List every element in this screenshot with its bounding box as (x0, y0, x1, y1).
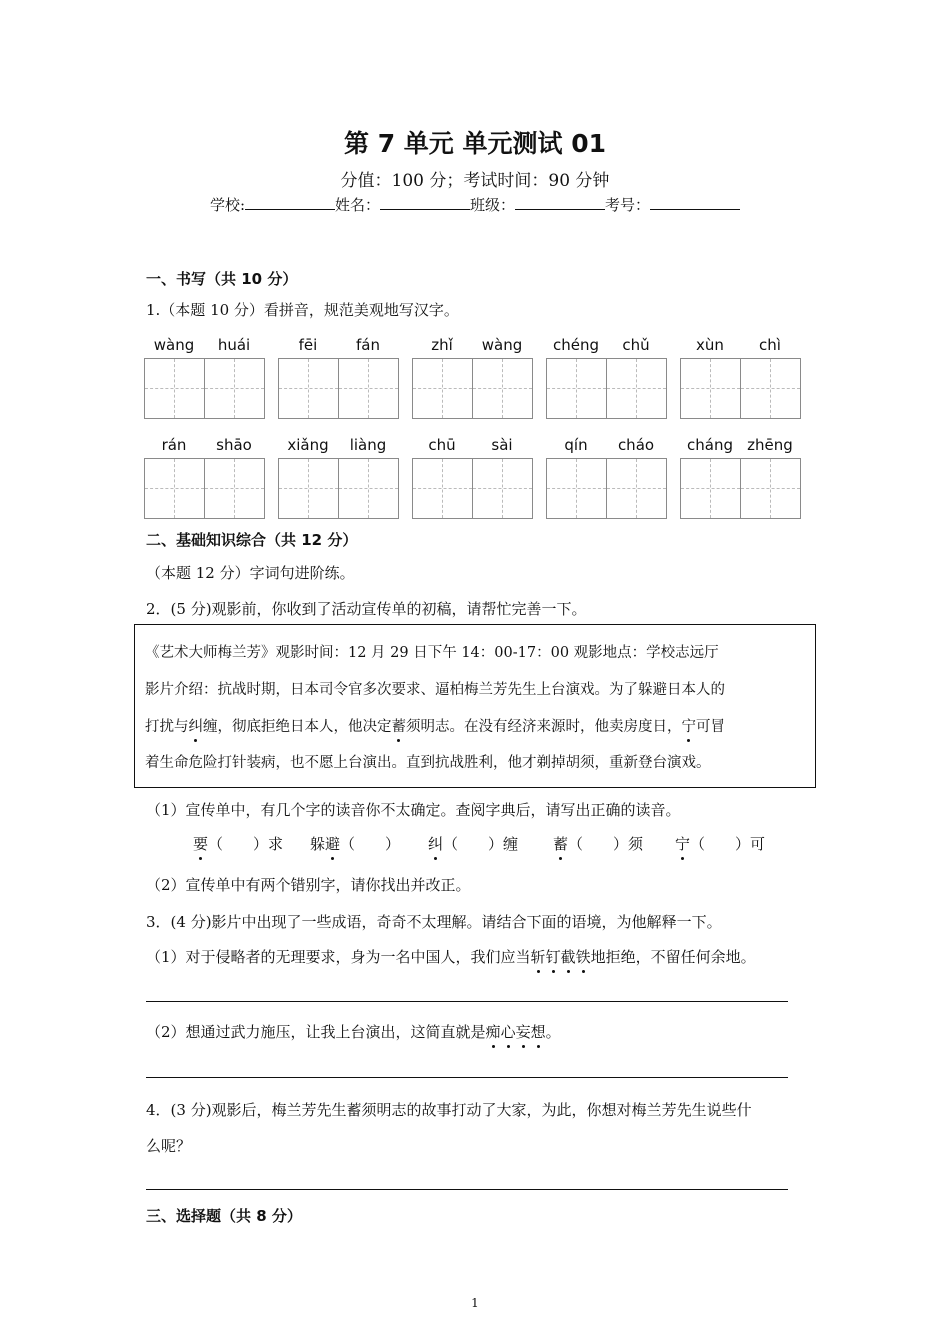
writing-cell[interactable] (607, 359, 666, 418)
pinyin-label: wàng (481, 336, 523, 354)
flyer-line-4: 着生命危险打针装病，也不愿上台演出。直到抗战胜利，他才剃掉胡须，重新登台演戏。 (145, 755, 711, 771)
writing-cell[interactable] (681, 459, 741, 518)
pronunciation-item[interactable]: 纠（ ）缠 (428, 835, 519, 853)
dotted-char: 斩 (530, 948, 546, 966)
pinyin-label: wàng (153, 336, 195, 354)
page-number: 1 (471, 1296, 479, 1310)
dotted-char: 截 (560, 948, 576, 966)
pinyin-label: chǔ (622, 336, 650, 354)
writing-cell[interactable] (145, 459, 205, 518)
pinyin-label: chū (428, 436, 456, 454)
pinyin-label: chì (759, 336, 781, 354)
class-blank[interactable] (515, 195, 605, 210)
section-heading-writing: 一、书写（共 10 分） (146, 270, 298, 288)
writing-cell[interactable] (413, 359, 473, 418)
dotted-char: 妄 (515, 1023, 531, 1041)
school-label: 学校: (209, 196, 245, 214)
answer-line-3-1[interactable] (146, 1001, 788, 1002)
number-label: 考号： (605, 196, 651, 214)
question-4-line-1: 4．(3 分)观影后，梅兰芳先生蓄须明志的故事打动了大家，为此，你想对梅兰芳先生说些什 (146, 1101, 752, 1119)
writing-cell[interactable] (607, 459, 666, 518)
student-info-line (0, 194, 950, 215)
pinyin-label: rán (161, 436, 187, 454)
writing-cell[interactable] (205, 359, 264, 418)
pinyin-label: sài (491, 436, 513, 454)
writing-cell[interactable] (145, 359, 205, 418)
dotted-char: 想 (530, 1023, 546, 1041)
pinyin-label: fán (356, 336, 380, 354)
section2-intro: （本题 12 分）字词句进阶练。 (146, 564, 355, 582)
writing-cell[interactable] (339, 459, 398, 518)
dotted-char: 心 (500, 1023, 516, 1041)
question-3-sub-2: （2）想通过武力施压，让我上台演出，这简直就是痴心妄想。 (146, 1023, 561, 1041)
pinyin-label: xùn (696, 336, 724, 354)
flyer-box (134, 624, 816, 788)
writing-cell[interactable] (473, 459, 532, 518)
writing-cell[interactable] (547, 359, 607, 418)
name-blank[interactable] (380, 195, 470, 210)
dotted-char: 钉 (545, 948, 561, 966)
page-title: 第 7 单元 单元测试 01 (343, 129, 606, 158)
pinyin-label: cháng (687, 436, 733, 454)
question-2-sub-1: （1）宣传单中，有几个字的读音你不太确定。查阅字典后，请写出正确的读音。 (146, 801, 681, 819)
pinyin-label: zhēng (747, 436, 793, 454)
pronunciation-item[interactable]: 蓄（ ）须 (553, 835, 644, 853)
pronunciation-item[interactable]: 躲避（ ） (310, 835, 401, 853)
pronunciation-item[interactable]: 要（ ）求 (193, 835, 284, 853)
dotted-char: 铁 (575, 948, 591, 966)
flyer-line-1: 《艺术大师梅兰芳》观影时间：12 月 29 日下午 14：00-17：00 观影地点：学校志远厅 (145, 645, 719, 661)
pinyin-label: qín (564, 436, 588, 454)
question-3-sub-1: （1）对于侵略者的无理要求，身为一名中国人，我们应当斩钉截铁地拒绝，不留任何余地。 (146, 948, 756, 966)
writing-cell[interactable] (279, 459, 339, 518)
question-4-line-2: 么呢？ (146, 1137, 192, 1155)
writing-cell[interactable] (547, 459, 607, 518)
question-3: 3．(4 分)影片中出现了一些成语，奇奇不太理解。请结合下面的语境，为他解释一下。 (146, 913, 722, 931)
school-blank[interactable] (245, 195, 335, 210)
pinyin-label: huái (217, 336, 251, 354)
writing-cell[interactable] (205, 459, 264, 518)
pinyin-label: chéng (552, 336, 599, 354)
answer-line-3-2[interactable] (146, 1077, 788, 1078)
pinyin-label: cháo (617, 436, 655, 454)
section-heading-basics: 二、基础知识综合（共 12 分） (146, 531, 358, 549)
writing-cell[interactable] (681, 359, 741, 418)
pronunciation-item[interactable]: 宁（ ）可 (675, 835, 766, 853)
flyer-line-2: 影片介绍：抗战时期，日本司令官多次要求、逼柏梅兰芳先生上台演戏。为了躲避日本人的 (145, 682, 725, 698)
writing-cell[interactable] (741, 359, 800, 418)
answer-line-4[interactable] (146, 1189, 788, 1190)
pinyin-label: shāo (216, 436, 252, 454)
question-1: 1.（本题 10 分）看拼音，规范美观地写汉字。 (146, 301, 459, 319)
pinyin-label: xiǎng (287, 436, 329, 454)
pinyin-label: liàng (349, 436, 387, 454)
question-2: 2．(5 分)观影前，你收到了活动宣传单的初稿，请帮忙完善一下。 (146, 600, 587, 618)
pinyin-label: zhǐ (431, 336, 453, 354)
writing-cell[interactable] (473, 359, 532, 418)
dotted-char: 痴 (485, 1023, 501, 1041)
number-blank[interactable] (650, 195, 740, 210)
class-label: 班级： (470, 196, 516, 214)
name-label: 姓名： (335, 196, 381, 214)
section-heading-choice: 三、选择题（共 8 分） (146, 1207, 302, 1225)
writing-cell[interactable] (741, 459, 800, 518)
exam-subtitle: 分值：100 分；考试时间：90 分钟 (340, 171, 610, 191)
flyer-line-3: 打扰与纠缠，彻底拒绝日本人，他决定蓄须明志。在没有经济来源时，他卖房度日，宁可冒 (145, 715, 725, 736)
writing-cell[interactable] (339, 359, 398, 418)
writing-cell[interactable] (279, 359, 339, 418)
question-2-sub-2: （2）宣传单中有两个错别字，请你找出并改正。 (146, 876, 471, 894)
writing-cell[interactable] (413, 459, 473, 518)
pinyin-label: fēi (298, 336, 318, 354)
